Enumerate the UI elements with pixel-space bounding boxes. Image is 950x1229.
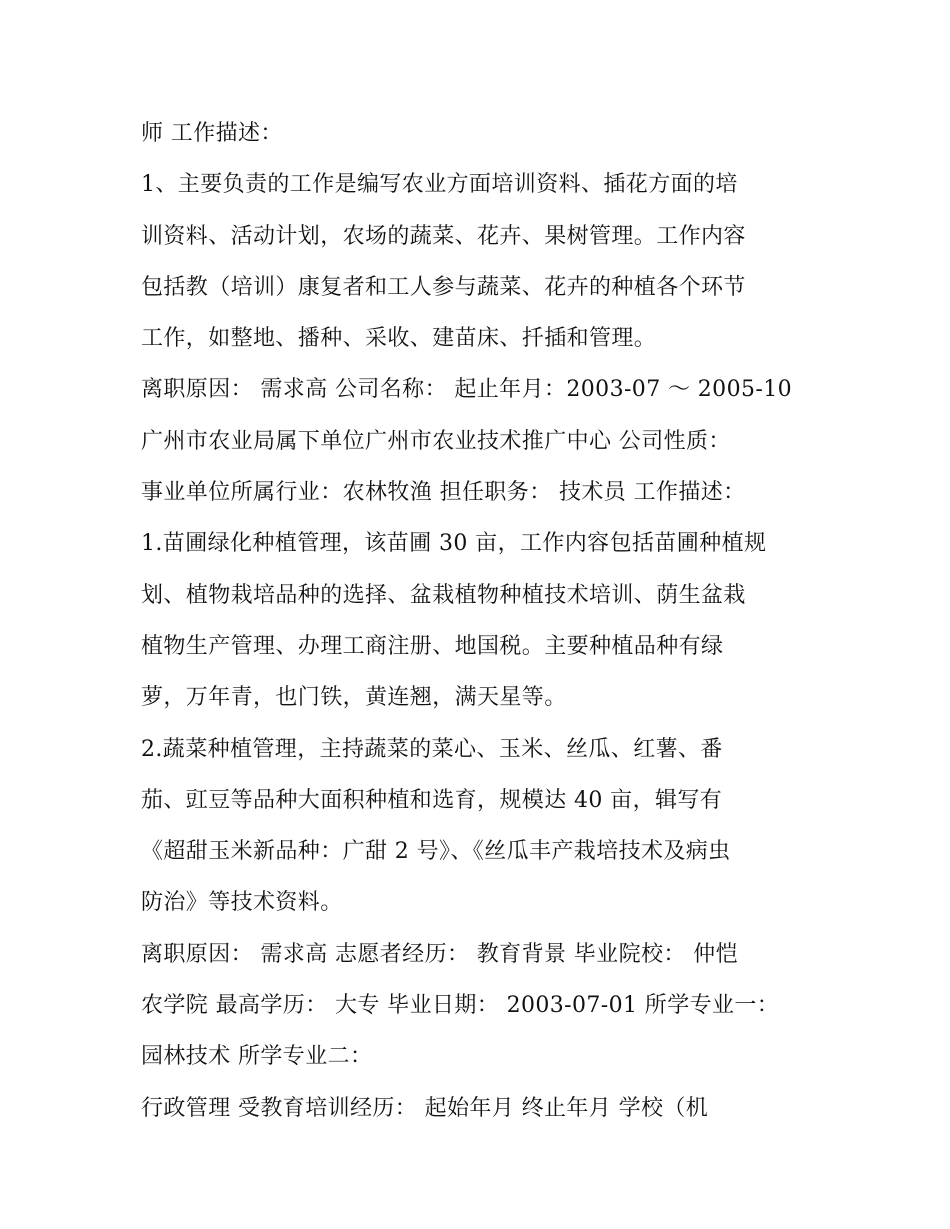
text-line: 《超甜玉米新品种：广甜 2 号》、《丝瓜丰产栽培技术及病虫: [141, 839, 731, 865]
text-line: 园林技术 所学专业二：: [141, 1044, 373, 1070]
text-line: 行政管理 受教育培训经历： 起始年月 终止年月 学校（机: [141, 1095, 709, 1121]
text-line: 农学院 最高学历： 大专 毕业日期： 2003-07-01 所学专业一：: [141, 993, 780, 1019]
text-line: 2.蔬菜种植管理，主持蔬菜的菜心、玉米、丝瓜、红薯、番: [141, 736, 723, 762]
text-line: 工作，如整地、播种、采收、建苗床、扦插和管理。: [141, 326, 657, 352]
text-line: 防治》等技术资料。: [141, 890, 343, 916]
text-line: 1、主要负责的工作是编写农业方面培训资料、插花方面的培: [141, 172, 738, 198]
text-line: 离职原因： 需求高 志愿者经历： 教育背景 毕业院校： 仲恺: [141, 941, 738, 967]
text-line: 师 工作描述：: [141, 121, 283, 146]
text-line: 训资料、活动计划，农场的蔬菜、花卉、果树管理。工作内容: [141, 223, 746, 249]
text-line: 划、植物栽培品种的选择、盆栽植物种植技术培训、荫生盆栽: [141, 582, 746, 608]
text-line: 离职原因： 需求高 公司名称： 起止年月：2003-07 ～ 2005-10: [141, 377, 792, 403]
text-line: 植物生产管理、办理工商注册、地国税。主要种植品种有绿: [141, 633, 724, 659]
text-line: 包括教（培训）康复者和工人参与蔬菜、花卉的种植各个环节: [141, 274, 746, 300]
text-line: 萝，万年青，也门铁，黄连翘，满天星等。: [141, 685, 567, 711]
text-line: 事业单位所属行业：农林牧渔 担任职务： 技术员 工作描述：: [141, 480, 746, 506]
body-text: [141, 108, 821, 1134]
text-line: 广州市农业局属下单位广州市农业技术推广中心 公司性质：: [141, 428, 731, 454]
text-line: 茄、豇豆等品种大面积种植和选育，规模达 40 亩，辑写有: [141, 787, 723, 813]
text-line: 1.苗圃绿化种植管理，该苗圃 30 亩，工作内容包括苗圃种植规: [141, 531, 767, 557]
